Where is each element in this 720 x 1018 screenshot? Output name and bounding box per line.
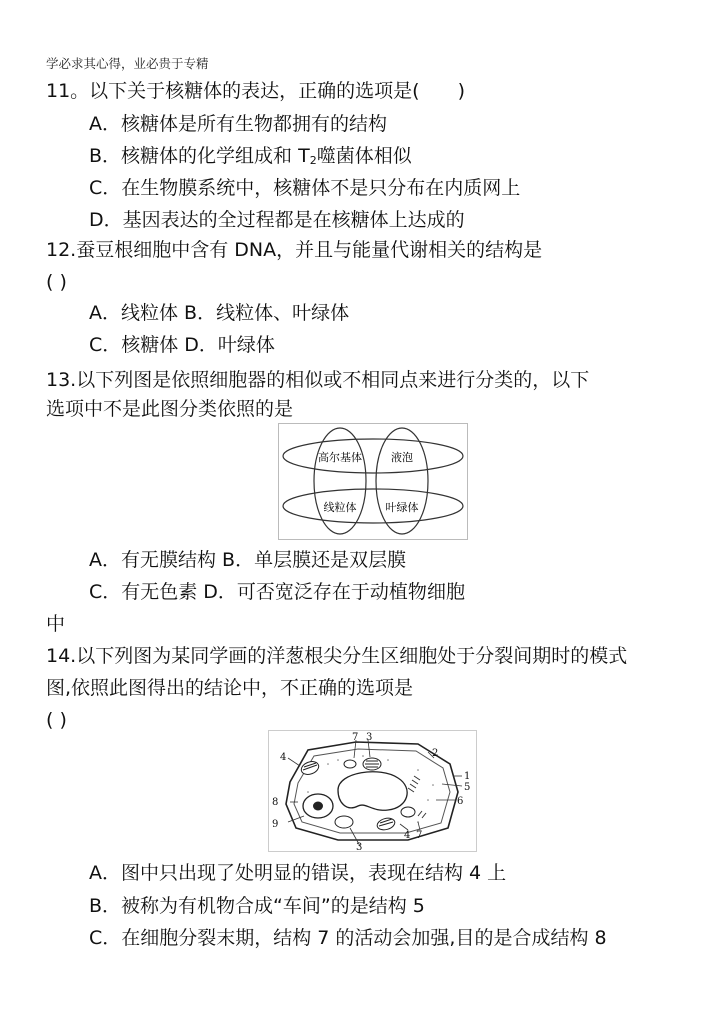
venn-diagram [278, 423, 468, 540]
num-9: 9 [272, 819, 279, 830]
q11-option-d: D．基因表达的全过程都是在核糖体上达成的 [89, 209, 465, 231]
nucleolus [313, 802, 323, 811]
q13-options-cd-wrap: 中 [46, 613, 66, 635]
question-11-stem [46, 79, 465, 103]
q11-stem-text: 11。以下关于核糖体的表达，正确的选项是( [46, 80, 420, 102]
num-3-top: 3 [366, 732, 373, 743]
label-vacuole: 液泡 [391, 451, 413, 464]
num-7-bottom: 7 [416, 830, 423, 841]
num-3-bottom: 3 [356, 842, 363, 852]
page-header: 学必求其心得，业必贵于专精 [46, 56, 209, 71]
onion-cell-figure [268, 730, 477, 852]
num-4-bottom: 4 [404, 830, 411, 841]
q14-option-a: A．图中只出现了处明显的错误，表现在结构 4 上 [89, 862, 507, 884]
vacuole [338, 772, 407, 811]
q12-options-ab: A．线粒体 B．线粒体、叶绿体 [89, 302, 350, 324]
q11-b-text-tail: 噬菌体相似 [316, 145, 412, 167]
num-8: 8 [272, 797, 279, 808]
q13-options-ab: A．有无膜结构 B．单层膜还是双层膜 [89, 549, 407, 571]
num-7-top: 7 [352, 732, 359, 743]
cell-diagram [268, 730, 477, 852]
question-14-stem-line2: 图,依照此图得出的结论中，不正确的选项是 [46, 677, 414, 699]
q11-b-subscript: 2 [309, 154, 317, 167]
question-13-stem-line1: 13.以下列图是依照细胞器的相似或不相同点来进行分类的，以下 [46, 369, 590, 391]
q11-option-c: C．在生物膜系统中，核糖体不是只分布在内质网上 [89, 177, 521, 199]
question-12-stem: 12.蚕豆根细胞中含有 DNA，并且与能量代谢相关的结构是 [46, 239, 543, 261]
q14-answer-paren: ( ) [46, 709, 67, 731]
organelle-classification-figure [278, 423, 468, 540]
q12-answer-paren: ( ) [46, 271, 67, 293]
q14-option-c: C．在细胞分裂末期，结构 7 的活动会加强,目的是合成结构 8 [89, 927, 607, 949]
label-chloroplast: 叶绿体 [385, 501, 419, 514]
num-6: 6 [457, 796, 464, 807]
q12-options-cd: C．核糖体 D．叶绿体 [89, 334, 275, 356]
label-golgi: 高尔基体 [318, 451, 362, 464]
num-5: 5 [464, 782, 471, 793]
q13-options-cd: C．有无色素 D．可否宽泛存在于动植物细胞 [89, 581, 465, 603]
num-1: 1 [464, 771, 471, 782]
q11-b-text: B．核糖体的化学组成和 T [89, 145, 310, 167]
question-13-stem-line2: 选项中不是此图分类依照的是 [46, 398, 294, 420]
num-4-left: 4 [280, 752, 287, 763]
q11-option-b [89, 144, 412, 168]
q11-option-a: A．核糖体是所有生物都拥有的结构 [89, 113, 387, 135]
q11-close-paren: ) [457, 80, 466, 102]
label-mitochondria: 线粒体 [323, 501, 357, 514]
num-2: 2 [432, 748, 439, 759]
question-14-stem-line1: 14.以下列图为某同学画的洋葱根尖分生区细胞处于分裂间期时的模式 [46, 645, 628, 667]
q14-option-b: B．被称为有机物合成“车间”的是结构 5 [89, 895, 425, 917]
